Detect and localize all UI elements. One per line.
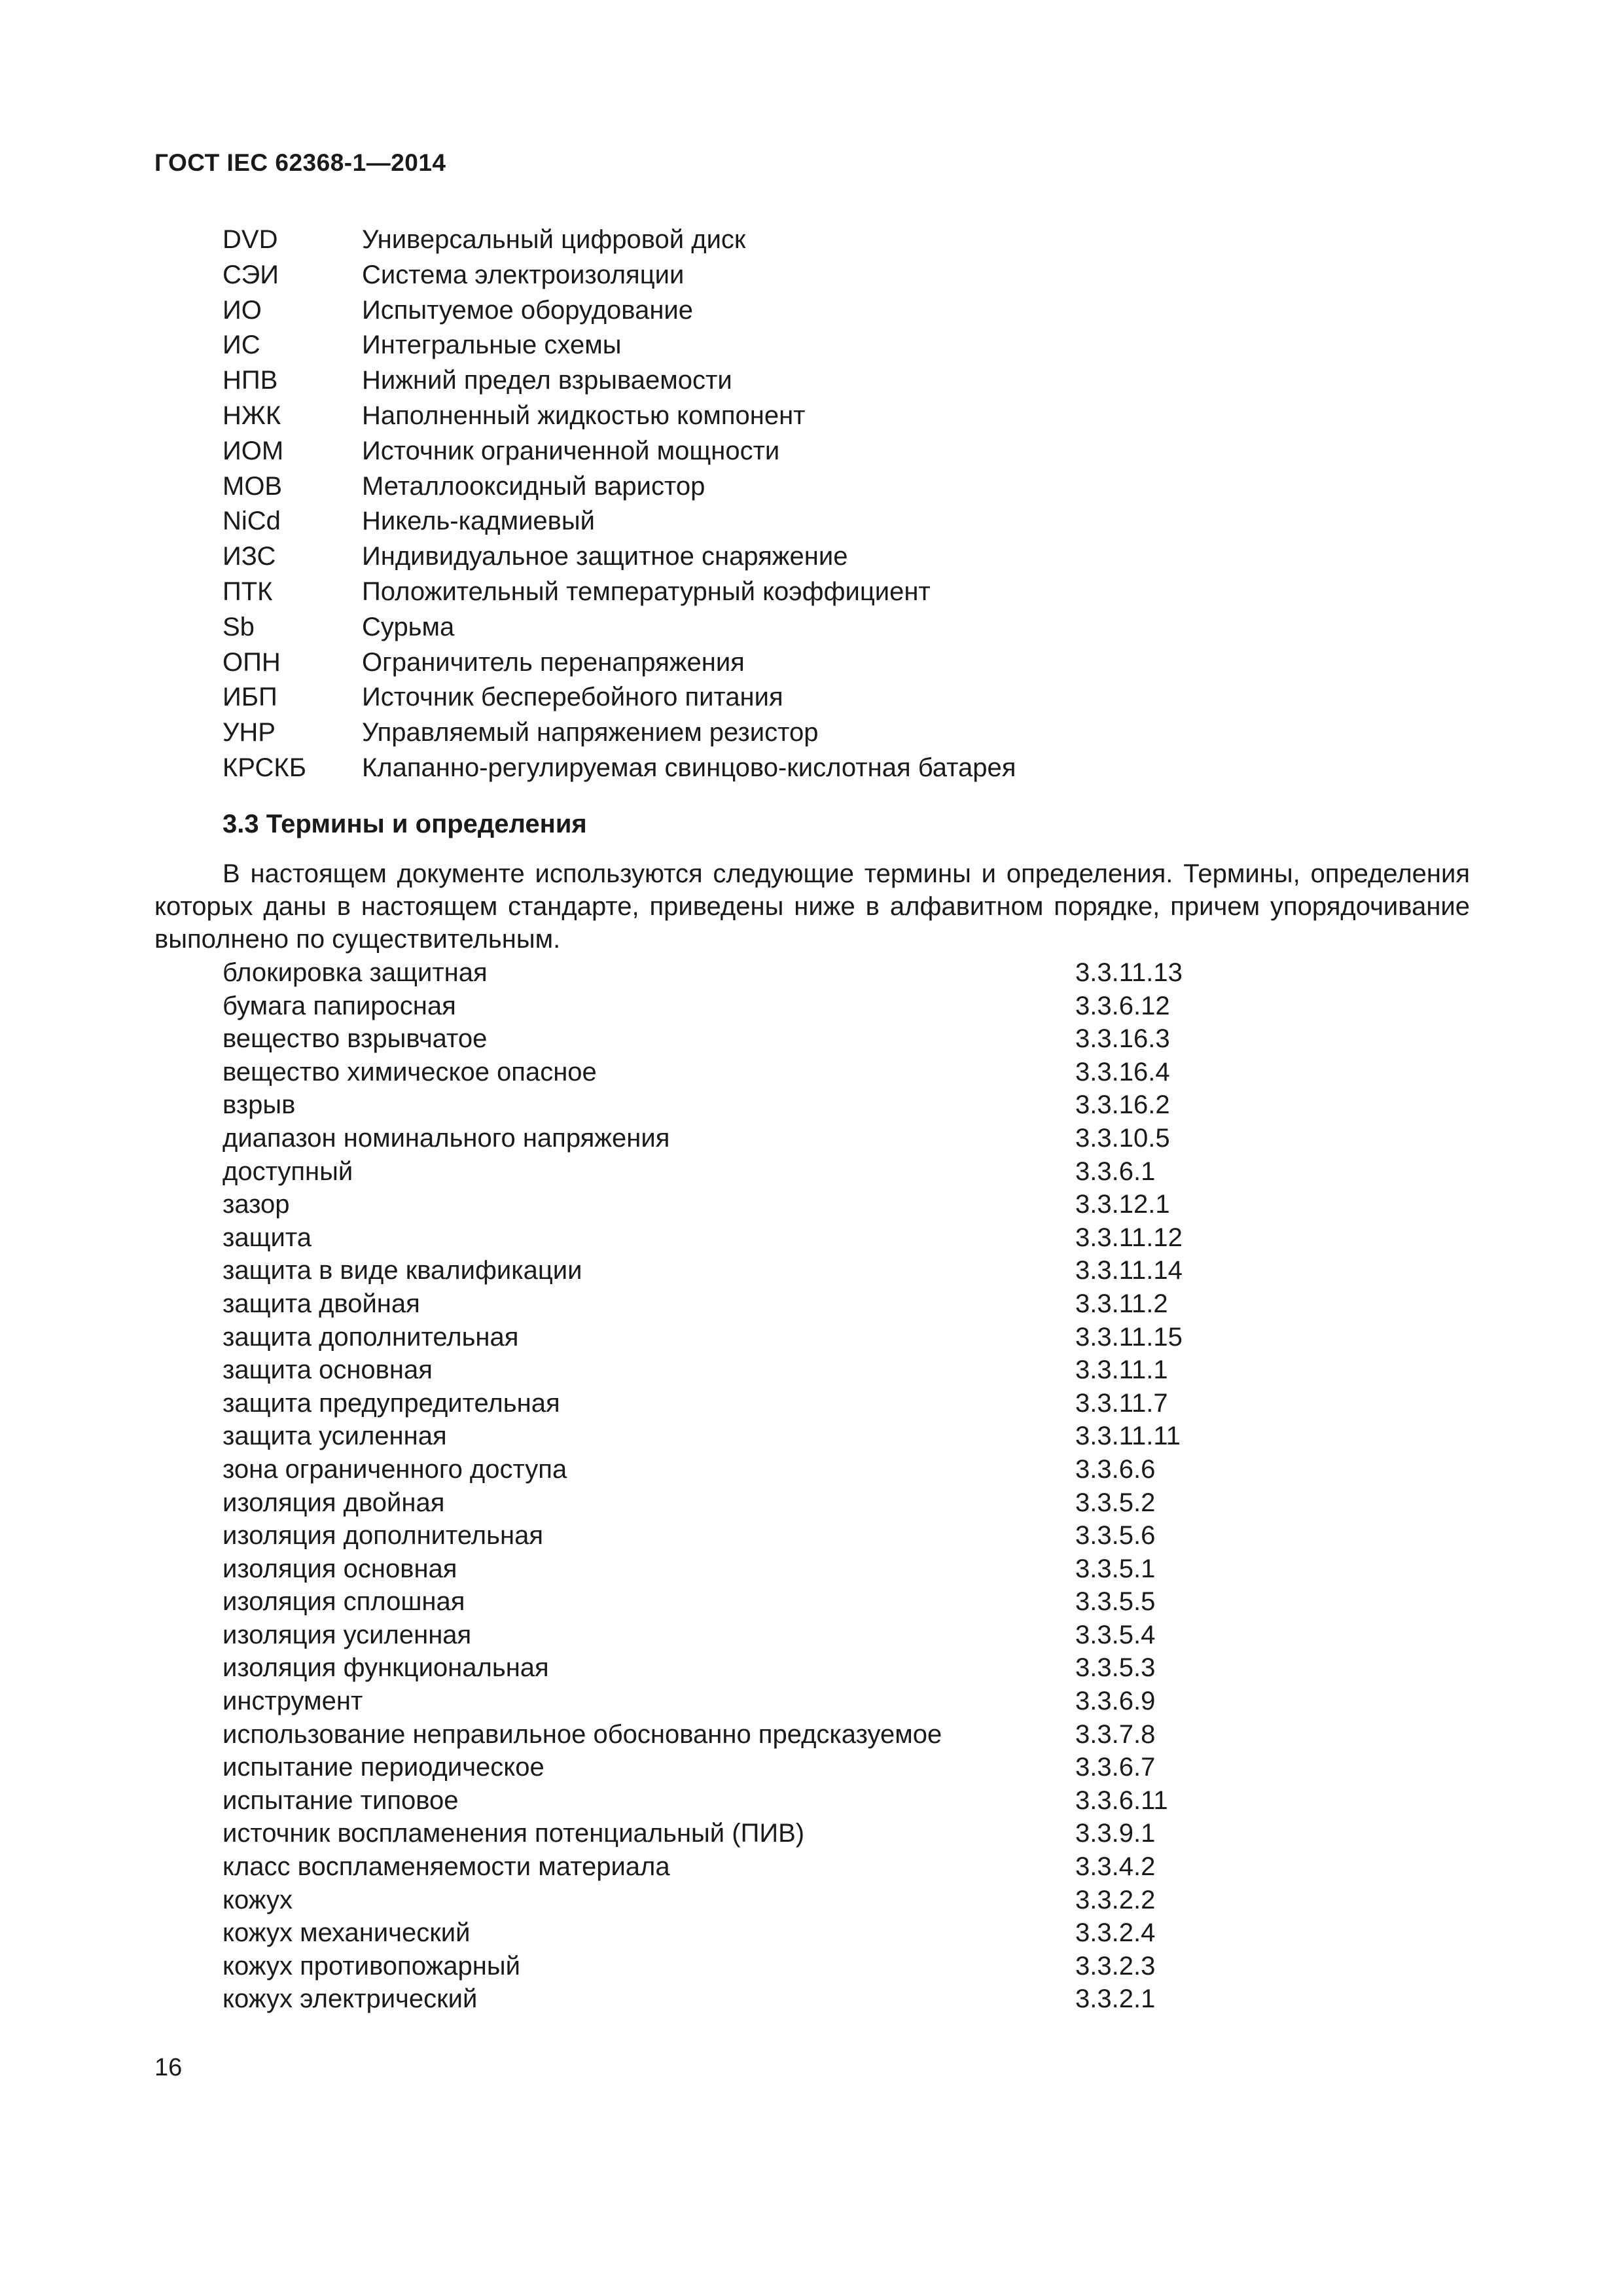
term-row [223, 1884, 1466, 1917]
section-heading: 3.3 Термины и определения [223, 810, 587, 838]
term-row [223, 1056, 1466, 1089]
term-reference: 3.3.5.2 [1075, 1488, 1156, 1517]
abbreviation-row [223, 539, 1499, 575]
abbreviation-row [223, 504, 1499, 539]
term-row [223, 1519, 1466, 1552]
term-reference: 3.3.6.7 [1075, 1753, 1156, 1782]
abbreviation-meaning: Положительный температурный коэффициент [362, 577, 931, 606]
term-reference: 3.3.6.1 [1075, 1157, 1156, 1186]
abbreviation-meaning: Испытуемое оборудование [362, 295, 694, 325]
abbreviation-code: ИОМ [223, 436, 284, 465]
term-name: вещество взрывчатое [223, 1024, 488, 1054]
abbreviation-code: ОПН [223, 647, 281, 677]
term-row [223, 1022, 1466, 1056]
abbreviation-code: ИБП [223, 683, 277, 712]
term-reference: 3.3.2.4 [1075, 1918, 1156, 1948]
term-reference: 3.3.11.15 [1075, 1322, 1183, 1352]
term-name: бумага папиросная [223, 991, 456, 1020]
abbreviation-meaning: Никель-кадмиевый [362, 507, 595, 536]
term-row [223, 1188, 1466, 1221]
term-name: источник воспламенения потенциальный (ПИВ) [223, 1819, 805, 1848]
term-name: защита основная [223, 1355, 433, 1385]
term-reference: 3.3.10.5 [1075, 1123, 1170, 1153]
term-reference: 3.3.5.6 [1075, 1521, 1156, 1551]
abbreviation-meaning: Клапанно-регулируемая свинцово-кислотная батарея [362, 753, 1016, 782]
term-name: защита предупредительная [223, 1388, 560, 1418]
abbreviation-row [223, 575, 1499, 610]
term-row [223, 1321, 1466, 1354]
term-name: доступный [223, 1157, 353, 1186]
abbreviation-code: NiCd [223, 507, 281, 536]
term-name: зона ограниченного доступа [223, 1454, 567, 1484]
abbreviations-list [223, 223, 1499, 786]
term-row [223, 1718, 1466, 1751]
term-row [223, 1122, 1466, 1155]
abbreviation-meaning: Индивидуальное защитное снаряжение [362, 542, 848, 571]
term-row [223, 1585, 1466, 1619]
abbreviation-meaning: Система электроизоляции [362, 260, 685, 289]
term-row [223, 956, 1466, 990]
term-name: взрыв [223, 1090, 296, 1120]
term-row [223, 1651, 1466, 1685]
term-name: изоляция сплошная [223, 1587, 465, 1617]
abbreviation-meaning: Наполненный жидкостью компонент [362, 401, 806, 430]
abbreviation-code: КРСКБ [223, 753, 306, 782]
abbreviation-code: УНР [223, 718, 276, 747]
term-reference: 3.3.2.1 [1075, 1984, 1156, 2014]
term-reference: 3.3.5.3 [1075, 1653, 1156, 1683]
abbreviation-code: НПВ [223, 366, 278, 395]
abbreviation-code: НЖК [223, 401, 281, 430]
term-reference: 3.3.5.1 [1075, 1554, 1156, 1583]
term-row [223, 1916, 1466, 1950]
term-reference: 3.3.11.7 [1075, 1388, 1168, 1418]
abbreviation-code: ПТК [223, 577, 273, 606]
term-reference: 3.3.5.5 [1075, 1587, 1156, 1617]
term-name: диапазон номинального напряжения [223, 1123, 670, 1153]
term-row [223, 1784, 1466, 1818]
term-reference: 3.3.2.2 [1075, 1885, 1156, 1914]
abbreviation-row [223, 751, 1499, 786]
term-name: кожух противопожарный [223, 1951, 520, 1981]
term-reference: 3.3.11.11 [1075, 1422, 1181, 1451]
term-name: защита усиленная [223, 1422, 447, 1451]
term-name: изоляция усиленная [223, 1620, 472, 1649]
abbreviation-meaning: Нижний предел взрываемости [362, 366, 732, 395]
term-name: изоляция дополнительная [223, 1521, 543, 1551]
term-reference: 3.3.12.1 [1075, 1190, 1170, 1219]
abbreviation-meaning: Источник ограниченной мощности [362, 436, 780, 465]
term-reference: 3.3.6.12 [1075, 991, 1170, 1020]
abbreviation-row [223, 328, 1499, 363]
abbreviation-meaning: Металлооксидный варистор [362, 471, 705, 501]
abbreviation-row [223, 715, 1499, 751]
term-row [223, 1751, 1466, 1784]
term-name: класс воспламеняемости материала [223, 1852, 670, 1882]
abbreviation-code: Sb [223, 612, 255, 641]
abbreviation-row [223, 680, 1499, 715]
term-row [223, 1221, 1466, 1255]
term-row [223, 1354, 1466, 1387]
term-name: вещество химическое опасное [223, 1057, 597, 1086]
abbreviation-code: МОВ [223, 471, 283, 501]
abbreviation-row [223, 363, 1499, 399]
term-reference: 3.3.6.6 [1075, 1454, 1156, 1484]
term-row [223, 1453, 1466, 1486]
term-name: защита [223, 1223, 312, 1252]
abbreviation-meaning: Источник бесперебойного питания [362, 683, 783, 712]
term-reference: 3.3.11.13 [1075, 958, 1183, 987]
term-row [223, 1982, 1466, 2016]
abbreviation-code: ИО [223, 295, 262, 325]
term-name: изоляция функциональная [223, 1653, 549, 1683]
term-name: изоляция основная [223, 1554, 457, 1583]
abbreviation-row [223, 469, 1499, 505]
term-name: блокировка защитная [223, 958, 488, 987]
term-name: изоляция двойная [223, 1488, 445, 1517]
abbreviation-meaning: Интегральные схемы [362, 331, 622, 360]
abbreviation-meaning: Сурьма [362, 612, 455, 641]
document-header: ГОСТ IEC 62368-1—2014 [154, 149, 446, 176]
term-row [223, 1088, 1466, 1122]
term-reference: 3.3.6.9 [1075, 1687, 1156, 1716]
term-name: испытание периодическое [223, 1753, 544, 1782]
page-number: 16 [154, 2054, 183, 2081]
abbreviation-meaning: Управляемый напряжением резистор [362, 718, 819, 747]
abbreviation-meaning: Универсальный цифровой диск [362, 225, 746, 254]
term-name: использование неправильное обоснованно предсказуемое [223, 1719, 942, 1749]
term-name: зазор [223, 1190, 290, 1219]
term-reference: 3.3.7.8 [1075, 1719, 1156, 1749]
term-reference: 3.3.16.4 [1075, 1057, 1170, 1086]
abbreviation-code: ИС [223, 331, 260, 360]
abbreviation-row [223, 399, 1499, 434]
abbreviation-code: СЭИ [223, 260, 279, 289]
abbreviation-row [223, 645, 1499, 681]
term-reference: 3.3.11.2 [1075, 1289, 1168, 1318]
term-reference: 3.3.16.3 [1075, 1024, 1170, 1054]
term-name: кожух электрический [223, 1984, 478, 2014]
terms-index-list [223, 956, 1466, 2016]
abbreviation-meaning: Ограничитель перенапряжения [362, 647, 745, 677]
term-row [223, 1685, 1466, 1718]
term-row [223, 1387, 1466, 1420]
term-reference: 3.3.11.14 [1075, 1256, 1183, 1285]
term-row [223, 1817, 1466, 1850]
term-name: защита дополнительная [223, 1322, 519, 1352]
abbreviation-row [223, 293, 1499, 329]
term-row [223, 1552, 1466, 1586]
term-row [223, 1619, 1466, 1652]
abbreviation-row [223, 434, 1499, 469]
term-reference: 3.3.9.1 [1075, 1819, 1156, 1848]
term-row [223, 1850, 1466, 1884]
term-name: защита двойная [223, 1289, 420, 1318]
term-reference: 3.3.11.1 [1075, 1355, 1168, 1385]
term-name: инструмент [223, 1687, 363, 1716]
term-name: защита в виде квалификации [223, 1256, 582, 1285]
term-row [223, 1155, 1466, 1189]
term-reference: 3.3.6.11 [1075, 1785, 1168, 1815]
term-row [223, 1420, 1466, 1453]
term-reference: 3.3.5.4 [1075, 1620, 1156, 1649]
term-name: испытание типовое [223, 1785, 459, 1815]
term-reference: 3.3.16.2 [1075, 1090, 1170, 1120]
term-reference: 3.3.4.2 [1075, 1852, 1156, 1882]
abbreviation-row [223, 258, 1499, 293]
term-row [223, 1254, 1466, 1287]
term-reference: 3.3.2.3 [1075, 1951, 1156, 1981]
term-name: кожух [223, 1885, 293, 1914]
section-intro: В настоящем документе используются следующие термины и определения. Термины, определения которых даны в настоящем стандарте, приведены ниже в алфавитном порядке, причем упорядочивание выполнено по существительным. [154, 859, 1470, 954]
term-row [223, 1287, 1466, 1321]
term-row [223, 990, 1466, 1023]
abbreviation-code: ИЗС [223, 542, 276, 571]
term-row [223, 1486, 1466, 1520]
abbreviation-row [223, 223, 1499, 258]
term-name: кожух механический [223, 1918, 471, 1948]
abbreviation-row [223, 610, 1499, 645]
term-reference: 3.3.11.12 [1075, 1223, 1183, 1252]
term-row [223, 1950, 1466, 1983]
abbreviation-code: DVD [223, 225, 278, 254]
